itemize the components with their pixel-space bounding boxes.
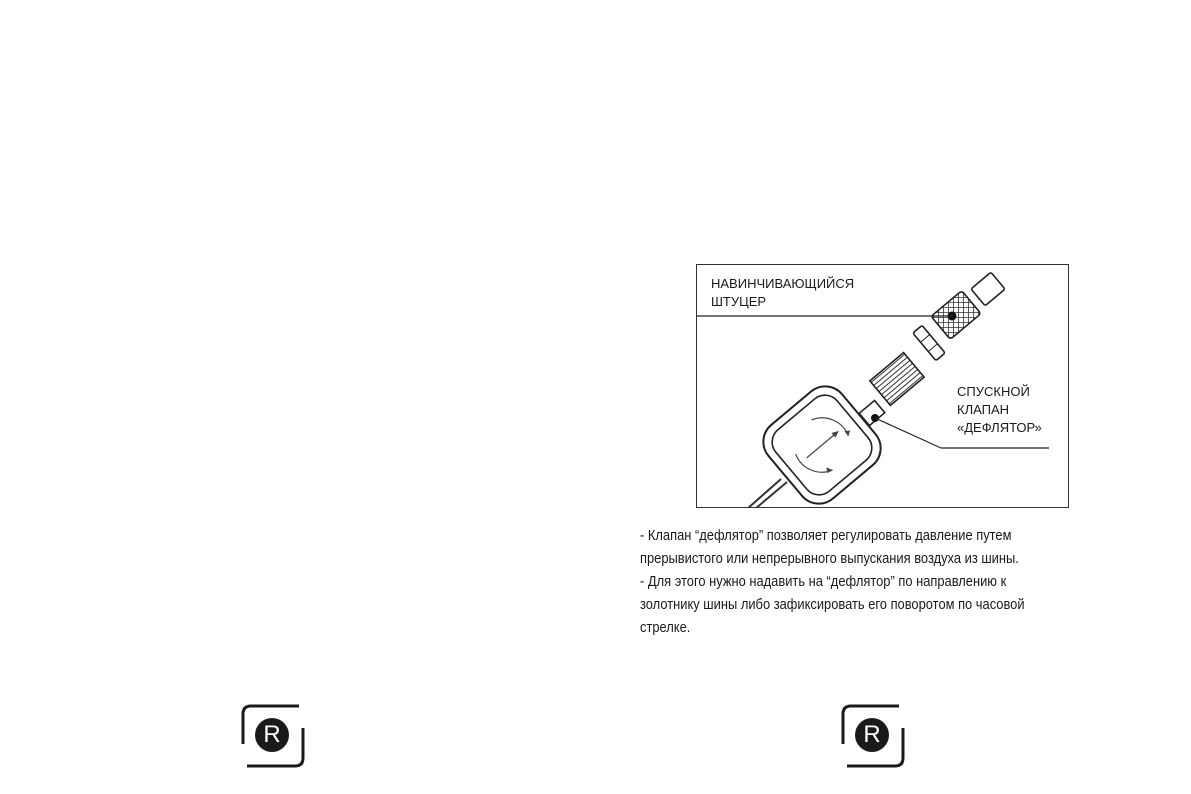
- callout-line: КЛАПАН: [957, 402, 1010, 417]
- chuck-tip: [971, 272, 1005, 306]
- logo-letter: R: [255, 718, 289, 752]
- hex-nut: [913, 325, 945, 360]
- callout-line: ШТУЦЕР: [711, 294, 767, 309]
- logo-letter: R: [855, 718, 889, 752]
- gauge-body: [754, 377, 889, 508]
- description-line: стрелке.: [640, 619, 691, 636]
- description-line: - Клапан “дефлятор” позволяет регулировать давление путем: [640, 527, 1012, 544]
- brand-logo-left: [241, 704, 305, 768]
- callout-deflator-valve: [957, 383, 1042, 437]
- description-line: прерывистого или непрерывного выпускания воздуха из шины.: [640, 550, 1019, 567]
- deflator-figure: [696, 264, 1069, 508]
- callout-line: НАВИНЧИВАЮЩИЙСЯ: [711, 276, 855, 291]
- ribbed-sleeve: [870, 353, 924, 406]
- callout-screw-on-fitting: [711, 275, 854, 311]
- description-line: золотнику шины либо зафиксировать его поворотом по часовой: [640, 596, 1025, 613]
- description-text: [640, 524, 1087, 639]
- description-line: - Для этого нужно надавить на “дефлятор” по направлению к: [640, 573, 1007, 590]
- callout-line: «ДЕФЛЯТОР»: [957, 420, 1042, 435]
- callout-line: СПУСКНОЙ: [957, 384, 1030, 399]
- brand-logo-right: [841, 704, 905, 768]
